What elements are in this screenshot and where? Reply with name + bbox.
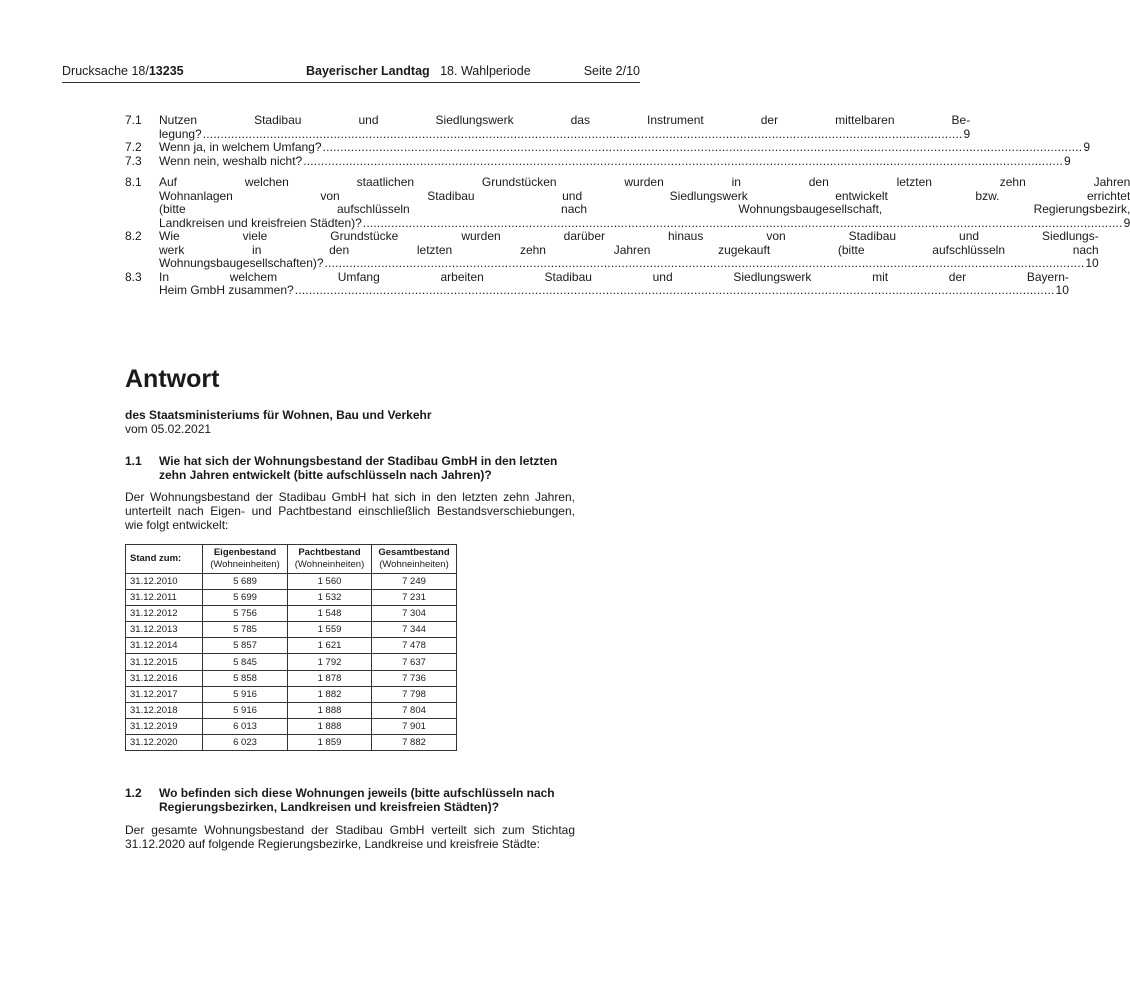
ministry-info bbox=[125, 408, 432, 436]
value-cell: 1 878 bbox=[288, 670, 372, 686]
value-cell: 1 559 bbox=[288, 622, 372, 638]
toc-line: legung? bbox=[159, 126, 202, 141]
value-cell: 7 231 bbox=[372, 590, 457, 606]
toc-line: Nutzen Stadibau und Siedlungswerk das Instrument der mittelbaren Be- bbox=[159, 113, 971, 127]
value-cell: 5 857 bbox=[203, 638, 288, 654]
value-cell: 1 792 bbox=[288, 654, 372, 670]
toc-entry bbox=[125, 113, 971, 141]
value-cell: 5 756 bbox=[203, 606, 288, 622]
table-row bbox=[126, 654, 457, 670]
question-number: 1.2 bbox=[125, 786, 142, 800]
landtag-label: Bayerischer Landtag 18. Wahlperiode bbox=[306, 64, 531, 78]
value-cell: 7 798 bbox=[372, 686, 457, 702]
value-cell: 5 785 bbox=[203, 622, 288, 638]
toc-line: Wenn ja, in welchem Umfang? bbox=[159, 140, 322, 154]
date-cell: 31.12.2012 bbox=[126, 606, 203, 622]
toc-entry bbox=[125, 229, 1099, 271]
header-eigenbestand: Eigenbestand (Wohneinheiten) bbox=[203, 545, 288, 574]
toc-number: 8.1 bbox=[125, 175, 142, 189]
table-row bbox=[126, 590, 457, 606]
toc-page-number: 9 bbox=[1083, 140, 1091, 154]
toc-leader-dots bbox=[203, 128, 963, 142]
answer-date: vom 05.02.2021 bbox=[125, 422, 212, 436]
toc-entry bbox=[125, 140, 1091, 155]
toc-page-number: 9 bbox=[963, 126, 971, 141]
header-stand: Stand zum: bbox=[126, 545, 203, 574]
toc-leader-dots bbox=[363, 217, 1123, 231]
value-cell: 1 882 bbox=[288, 686, 372, 702]
toc-line: werk in den letzten zehn Jahren zugekauft (bitte aufschlüsseln nach bbox=[159, 242, 1099, 257]
toc-line: Landkreisen und kreisfreien Städten)? bbox=[159, 215, 362, 230]
page-header bbox=[62, 62, 640, 83]
table-row bbox=[126, 638, 457, 654]
value-cell: 5 845 bbox=[203, 654, 288, 670]
toc-line: Wohnungsbaugesellschaften)? bbox=[159, 256, 324, 270]
toc-leader-dots bbox=[295, 284, 1055, 298]
toc-entry bbox=[125, 153, 1071, 169]
table-of-contents bbox=[125, 113, 1130, 298]
date-cell: 31.12.2011 bbox=[126, 590, 203, 606]
date-cell: 31.12.2016 bbox=[126, 670, 203, 686]
value-cell: 1 560 bbox=[288, 574, 372, 590]
value-cell: 7 637 bbox=[372, 654, 457, 670]
toc-page-number: 10 bbox=[1085, 256, 1099, 270]
value-cell: 7 804 bbox=[372, 702, 457, 718]
table-row bbox=[126, 718, 457, 734]
toc-number: 7.1 bbox=[125, 113, 142, 127]
toc-line: Wenn nein, weshalb nicht? bbox=[159, 153, 303, 168]
toc-page-number: 9 bbox=[1123, 215, 1130, 230]
value-cell: 7 901 bbox=[372, 718, 457, 734]
toc-entry bbox=[125, 175, 1130, 230]
value-cell: 7 304 bbox=[372, 606, 457, 622]
value-cell: 7 478 bbox=[372, 638, 457, 654]
value-cell: 5 916 bbox=[203, 702, 288, 718]
date-cell: 31.12.2017 bbox=[126, 686, 203, 702]
date-cell: 31.12.2020 bbox=[126, 734, 203, 750]
value-cell: 1 621 bbox=[288, 638, 372, 654]
table-row bbox=[126, 686, 457, 702]
value-cell: 7 882 bbox=[372, 734, 457, 750]
value-cell: 1 888 bbox=[288, 702, 372, 718]
toc-number: 8.2 bbox=[125, 229, 142, 243]
table-row bbox=[126, 574, 457, 590]
toc-line: Auf welchen staatlichen Grundstücken wurden in den letzten zehn Jahren bbox=[159, 175, 1130, 189]
toc-line: In welchem Umfang arbeiten Stadibau und Siedlungswerk mit der Bayern- bbox=[159, 269, 1069, 284]
value-cell: 1 532 bbox=[288, 590, 372, 606]
question-1-2 bbox=[125, 786, 575, 814]
question-number: 1.1 bbox=[125, 454, 142, 468]
toc-number: 8.3 bbox=[125, 269, 142, 284]
header-gesamtbestand: Gesamtbestand (Wohneinheiten) bbox=[372, 545, 457, 574]
answer-1-2: Der gesamte Wohnungsbestand der Stadibau GmbH verteilt sich zum Stichtag 31.12.2020 auf folgende Regierungsbezirke, Landkreise und kreisfreie Städte: bbox=[125, 823, 575, 851]
date-cell: 31.12.2010 bbox=[126, 574, 203, 590]
drucksache-label: Drucksache 18/13235 bbox=[62, 64, 184, 78]
value-cell: 5 689 bbox=[203, 574, 288, 590]
answer-title: Antwort bbox=[125, 365, 220, 393]
toc-page-number: 9 bbox=[1064, 153, 1071, 168]
table-header-row bbox=[126, 545, 457, 574]
value-cell: 7 736 bbox=[372, 670, 457, 686]
toc-line: Heim GmbH zusammen? bbox=[159, 283, 294, 297]
value-cell: 6 023 bbox=[203, 734, 288, 750]
table-row bbox=[126, 670, 457, 686]
date-cell: 31.12.2015 bbox=[126, 654, 203, 670]
toc-entry bbox=[125, 269, 1069, 298]
value-cell: 7 249 bbox=[372, 574, 457, 590]
toc-number: 7.3 bbox=[125, 153, 142, 168]
date-cell: 31.12.2018 bbox=[126, 702, 203, 718]
question-text: Wo befinden sich diese Wohnungen jeweils (bitte aufschlüsseln nach Regierungsbezirken, Landkreisen und kreisfreien Städten)? bbox=[159, 786, 555, 814]
value-cell: 7 344 bbox=[372, 622, 457, 638]
value-cell: 1 888 bbox=[288, 718, 372, 734]
question-text: Wie hat sich der Wohnungsbestand der Stadibau GmbH in den letzten zehn Jahren entwickelt (bitte aufschlüsseln nach Jahren)? bbox=[159, 454, 558, 482]
value-cell: 5 699 bbox=[203, 590, 288, 606]
housing-stock-table bbox=[125, 544, 457, 751]
question-1-1 bbox=[125, 454, 575, 482]
value-cell: 5 916 bbox=[203, 686, 288, 702]
value-cell: 1 548 bbox=[288, 606, 372, 622]
page-number: Seite 2/10 bbox=[583, 64, 640, 78]
toc-number: 7.2 bbox=[125, 140, 142, 154]
toc-leader-dots bbox=[303, 155, 1063, 169]
date-cell: 31.12.2013 bbox=[126, 622, 203, 638]
value-cell: 5 858 bbox=[203, 670, 288, 686]
table-row bbox=[126, 606, 457, 622]
toc-leader-dots bbox=[323, 141, 1083, 155]
answer-1-1: Der Wohnungsbestand der Stadibau GmbH hat sich in den letzten zehn Jahren, unterteilt nach Eigen- und Pachtbestand einschließlich Bestandsverschiebungen, wie folgt entwickelt: bbox=[125, 490, 575, 532]
value-cell: 6 013 bbox=[203, 718, 288, 734]
ministry-name: des Staatsministeriums für Wohnen, Bau und Verkehr bbox=[125, 408, 432, 422]
table-row bbox=[126, 702, 457, 718]
table-row bbox=[126, 622, 457, 638]
toc-leader-dots bbox=[325, 257, 1085, 271]
date-cell: 31.12.2014 bbox=[126, 638, 203, 654]
table-row bbox=[126, 734, 457, 750]
toc-line: Wie viele Grundstücke wurden darüber hinaus von Stadibau und Siedlungs- bbox=[159, 229, 1099, 243]
toc-page-number: 10 bbox=[1055, 283, 1069, 297]
header-pachtbestand: Pachtbestand (Wohneinheiten) bbox=[288, 545, 372, 574]
value-cell: 1 859 bbox=[288, 734, 372, 750]
toc-line: Wohnanlagen von Stadibau und Siedlungswerk entwickelt bzw. errichtet bbox=[159, 188, 1130, 203]
date-cell: 31.12.2019 bbox=[126, 718, 203, 734]
toc-line: (bitte aufschlüsseln nach Wohnungsbaugesellschaft, Regierungsbezirk, bbox=[159, 202, 1130, 216]
